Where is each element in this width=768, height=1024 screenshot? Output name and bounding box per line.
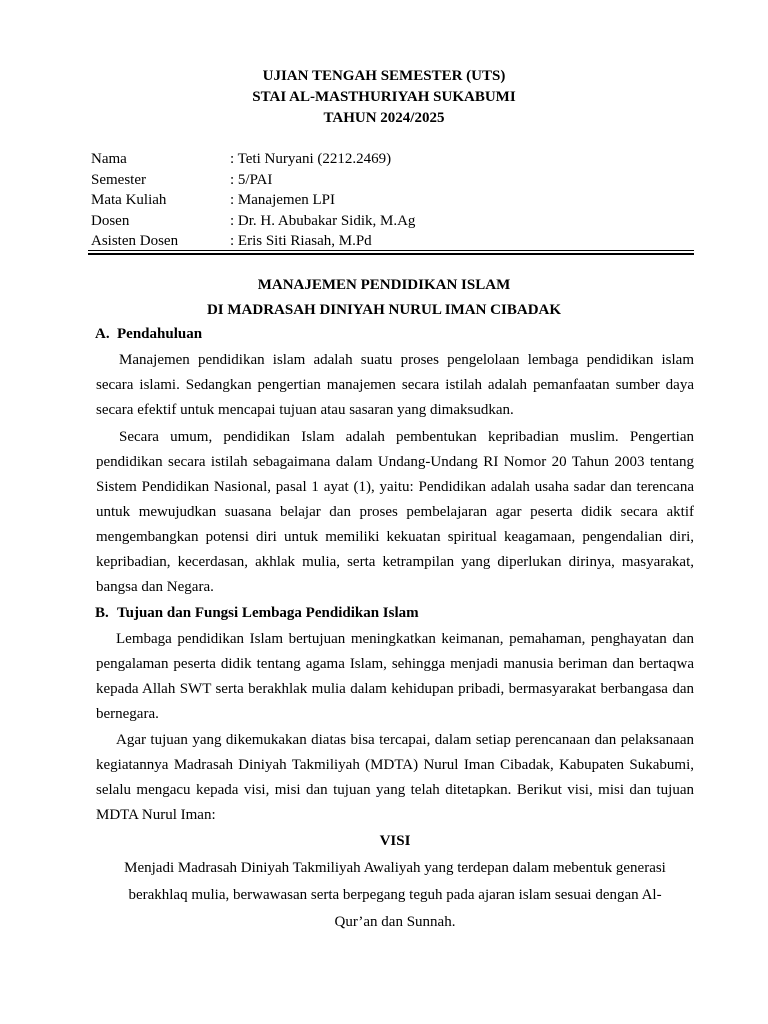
title-line-2: DI MADRASAH DINIYAH NURUL IMAN CIBADAK xyxy=(206,302,562,318)
visi-statement: Menjadi Madrasah Diniyah Takmiliyah Awaliyah yang terdepan dalam mebentuk generasi berakhlaq mulia, berwawasan serta berpegang teguh pada ajaran islam sesuai dengan Al-Qur’an dan Sunnah. xyxy=(124,860,666,930)
paragraph: Manajemen pendidikan islam adalah suatu proses pengelolaan lembaga pendidikan islam secara islami. Sedangkan pengertian manajemen secara istilah adalah pemanfaatan sumber daya secara efektif untuk mencapai tujuan atau sasaran yang dimaksudkan. xyxy=(96,352,694,418)
section-title: Pendahuluan xyxy=(117,326,203,342)
divider-line-top xyxy=(88,250,694,251)
identity-row-asisten-dosen xyxy=(91,231,415,252)
identity-label: Asisten Dosen xyxy=(91,233,179,249)
section-a-heading xyxy=(95,322,694,346)
identity-value: : 5/PAI xyxy=(230,171,273,188)
exam-header xyxy=(0,66,768,129)
paragraph: Agar tujuan yang dikemukakan diatas bisa tercapai, dalam setiap perencanaan dan pelaksanaan kegiatannya Madrasah Diniyah Takmiliyah (MDTA) Nurul Iman Cibadak, Kabupaten Sukabumi, selalu mengacu kepada visi, misi dan tujuan yang telah ditetapkan. Berikut visi, misi dan tujuan MDTA Nurul Iman: xyxy=(96,732,694,823)
section-letter: B. xyxy=(95,605,109,621)
identity-row-semester xyxy=(91,170,415,191)
section-title: Tujuan dan Fungsi Lembaga Pendidikan Islam xyxy=(117,605,419,621)
paragraph: Secara umum, pendidikan Islam adalah pembentukan kepribadian muslim. Pengertian pendidikan secara istilah sebagaimana dalam Undang-Undang RI Nomor 20 Tahun 2003 tentang Sistem Pendidikan Nasional, pasal 1 ayat (1), yaitu: Pendidikan adalah usaha sadar dan terencana untuk mewujudkan suasana belajar dan proses pembelajaran agar peserta didik secara aktif mengembangkan potensi diri untuk memiliki kekuatan spiritual keagamaan, pengendalian diri, kepribadian, kecerdasan, akhlak mulia, serta ketrampilan yang diperlukan dirinya, masyarakat, bangsa dan Negara. xyxy=(96,429,694,595)
section-letter: A. xyxy=(95,326,110,342)
identity-label: Mata Kuliah xyxy=(91,192,167,208)
title-line-1: MANAJEMEN PENDIDIKAN ISLAM xyxy=(257,277,511,293)
document-body xyxy=(96,322,694,936)
identity-label: Nama xyxy=(91,151,127,167)
identity-value: : Eris Siti Riasah, M.Pd xyxy=(230,233,372,249)
paragraph: Lembaga pendidikan Islam bertujuan meningkatkan keimanan, pemahaman, penghayatan dan pengalaman peserta didik tentang agama Islam, sehingga menjadi manusia beriman dan bertaqwa kepada Allah SWT serta berakhlak mulia dalam kehidupan pribadi, bermasyarakat berbangasa dan bernegara. xyxy=(96,631,694,722)
student-identity xyxy=(91,149,415,252)
paper-title xyxy=(0,273,768,323)
visi-heading: VISI xyxy=(379,833,411,849)
divider-line-bottom xyxy=(88,253,694,255)
identity-value: : Teti Nuryani (2212.2469) xyxy=(230,151,392,167)
section-b-heading xyxy=(95,601,694,625)
identity-value: : Dr. H. Abubakar Sidik, M.Ag xyxy=(230,212,416,229)
identity-row-dosen xyxy=(91,211,415,232)
header-line-3: TAHUN 2024/2025 xyxy=(323,110,445,126)
identity-label: Dosen xyxy=(91,212,130,229)
identity-value: : Manajemen LPI xyxy=(230,192,335,208)
header-line-1: UJIAN TENGAH SEMESTER (UTS) xyxy=(262,68,506,84)
header-line-2: STAI AL-MASTHURIYAH SUKABUMI xyxy=(252,89,516,105)
identity-row-mata-kuliah xyxy=(91,190,415,211)
identity-label: Semester xyxy=(91,171,146,188)
identity-row-nama xyxy=(91,149,415,170)
